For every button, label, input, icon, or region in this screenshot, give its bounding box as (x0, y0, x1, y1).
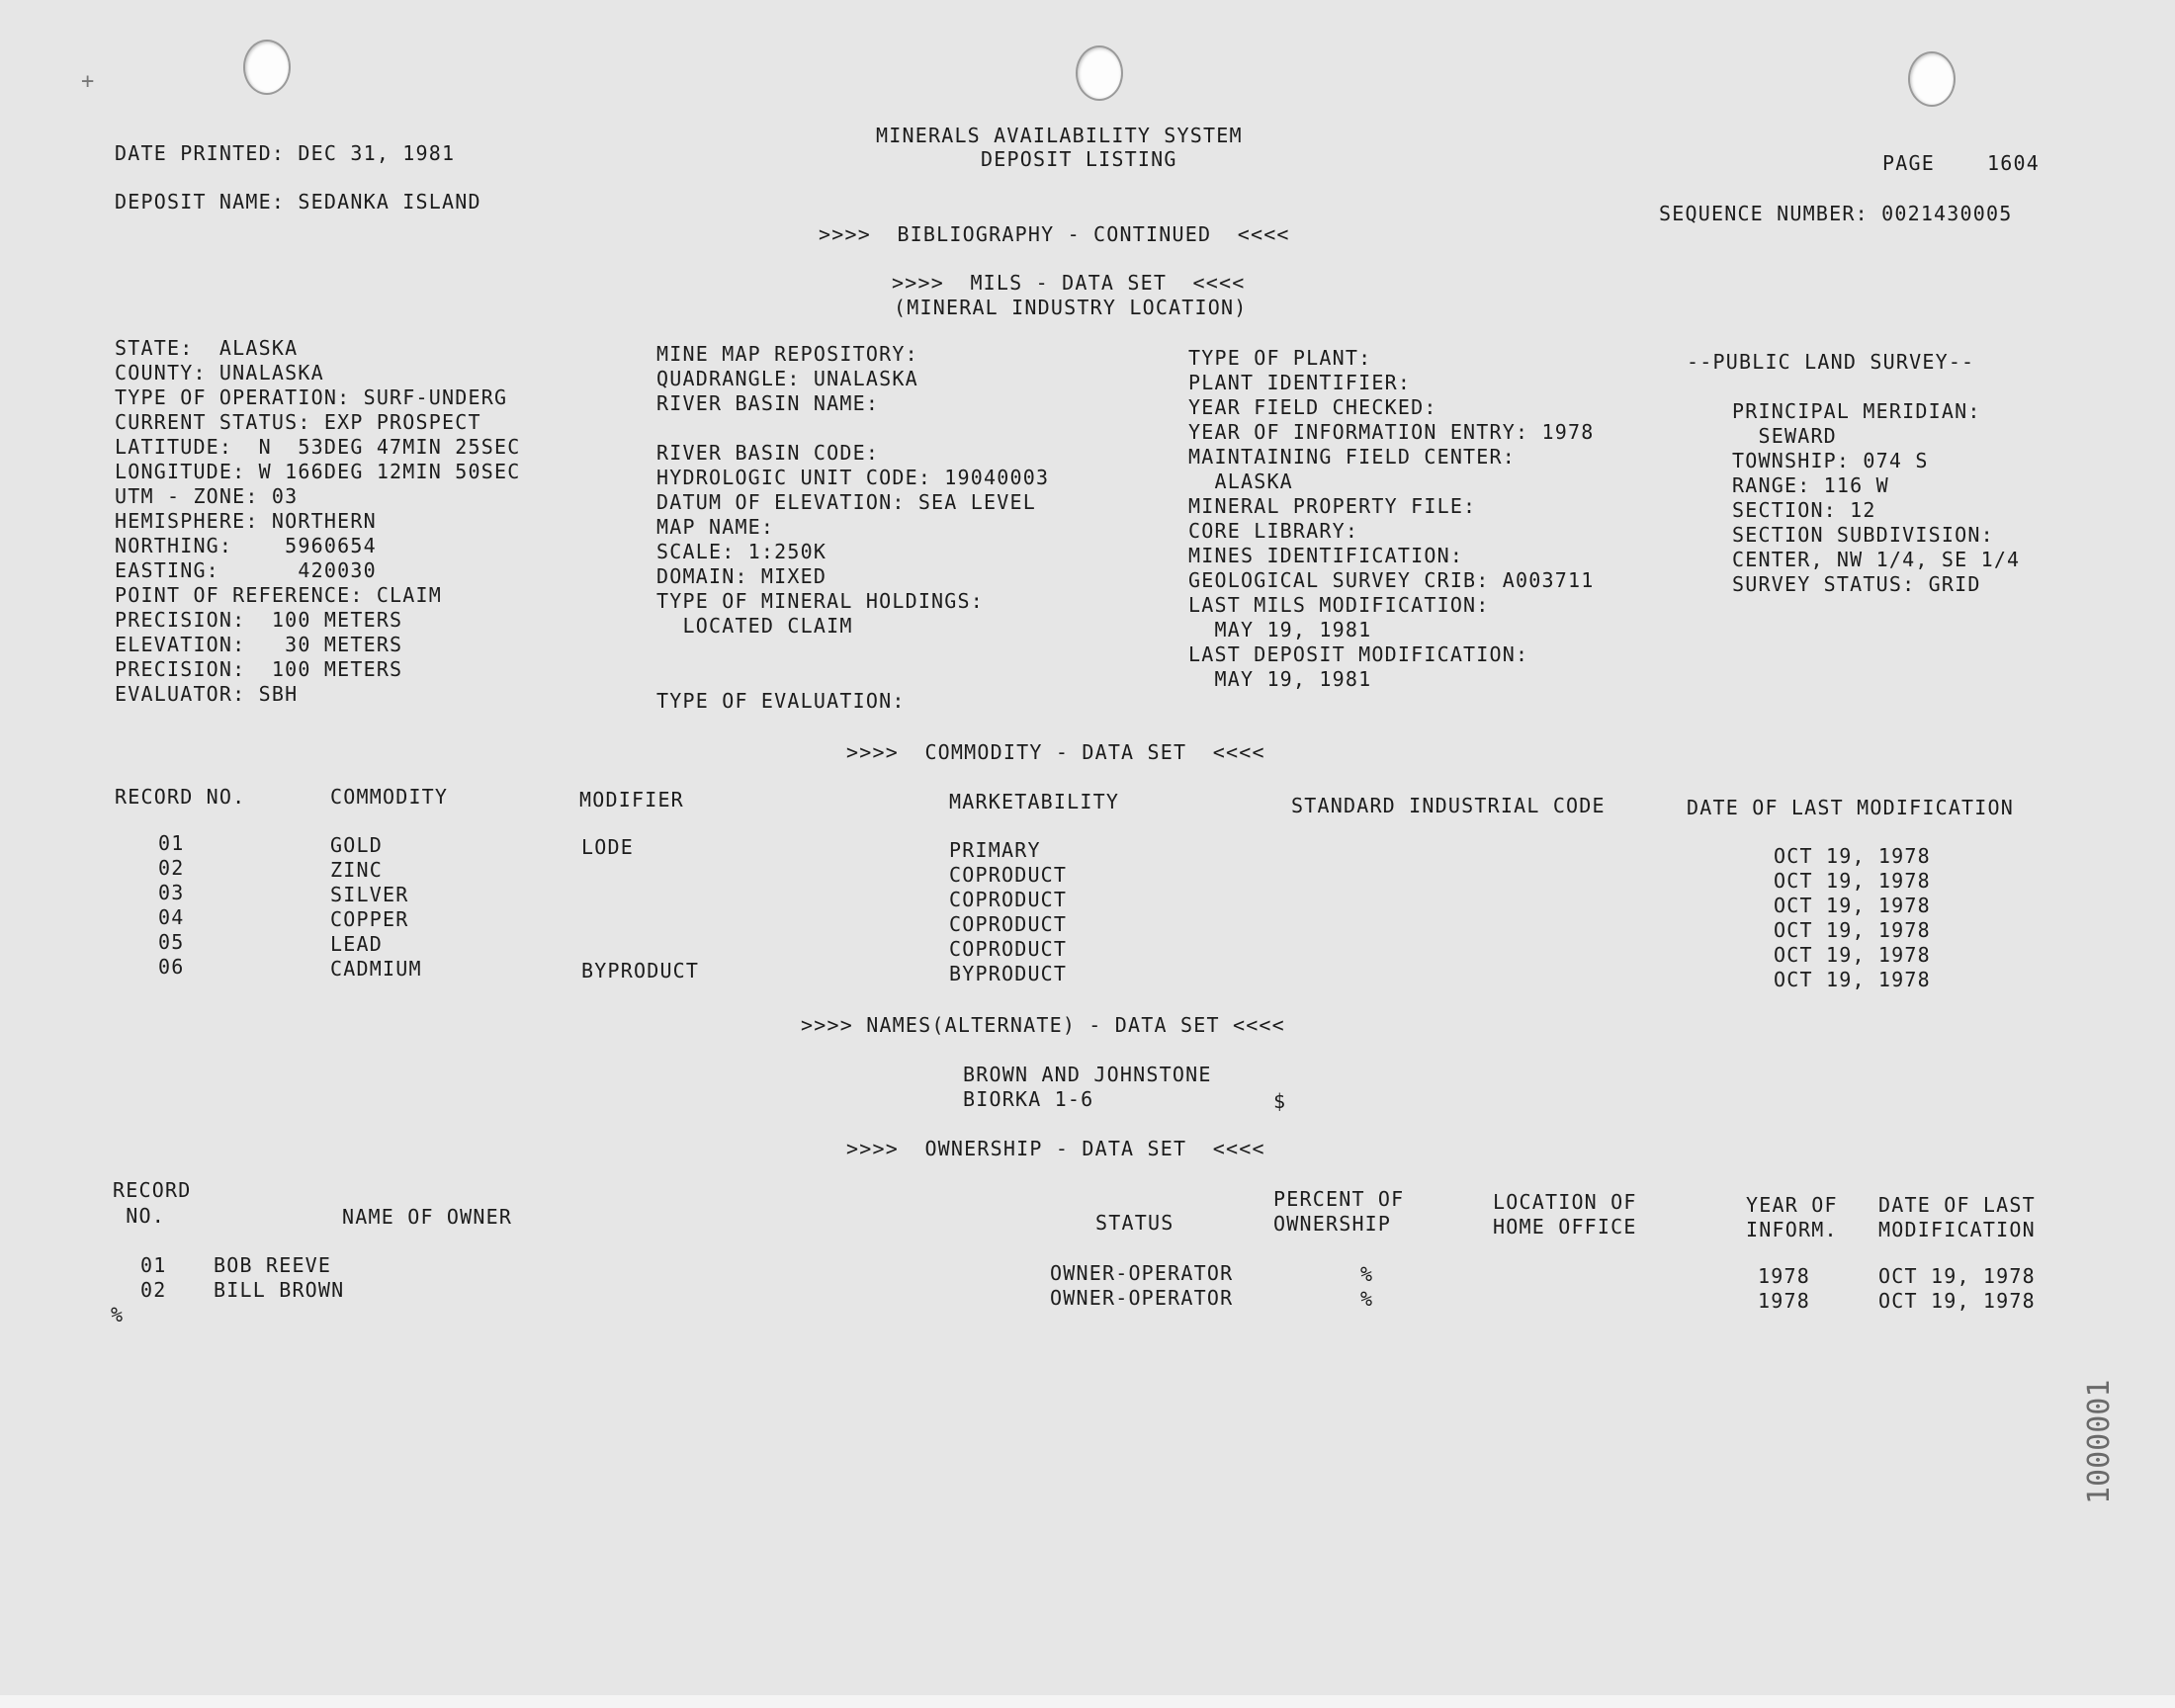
pencil-mark: + (81, 69, 95, 94)
col-percent: PERCENT OF (1273, 1187, 1405, 1211)
mine-map-repository-field: MINE MAP REPOSITORY: (656, 342, 918, 366)
river-basin-name-field: RIVER BASIN NAME: (656, 391, 880, 415)
alternate-name: BROWN AND JOHNSTONE (963, 1063, 1212, 1086)
last-mils-mod-field: LAST MILS MODIFICATION: (1188, 593, 1490, 617)
owner-year: 1978 (1758, 1289, 1810, 1313)
hydrologic-unit-field: HYDROLOGIC UNIT CODE: 19040003 (656, 466, 1050, 489)
county-field: COUNTY: UNALASKA (115, 361, 324, 384)
page-label: PAGE (1882, 151, 1935, 175)
page-number: 1604 (1987, 151, 2040, 175)
document-stamp-number: 1000001 (2082, 1379, 2117, 1504)
owner-percent: % (1360, 1287, 1374, 1311)
quadrangle-field: QUADRANGLE: UNALASKA (656, 367, 918, 390)
easting-field: EASTING: 420030 (115, 558, 377, 582)
commodity-name: GOLD (330, 833, 383, 857)
col-marketability: MARKETABILITY (949, 790, 1120, 813)
dollar-mark: $ (1273, 1089, 1287, 1113)
scale-field: SCALE: 1:250K (656, 540, 827, 563)
core-library-field: CORE LIBRARY: (1188, 519, 1359, 543)
last-mils-mod-value: MAY 19, 1981 (1188, 618, 1372, 641)
owner-status: OWNER-OPERATOR (1050, 1261, 1234, 1285)
col-date-line2: MODIFICATION (1878, 1218, 2036, 1241)
col-owner-name: NAME OF OWNER (342, 1205, 513, 1229)
marketability-value: COPRODUCT (949, 888, 1068, 911)
col-status: STATUS (1095, 1211, 1174, 1235)
table-row: 01 (158, 831, 185, 855)
current-status-field: CURRENT STATUS: EXP PROSPECT (115, 410, 481, 434)
col-percent-line2: OWNERSHIP (1273, 1212, 1392, 1236)
section-field: SECTION: 12 (1732, 498, 1876, 522)
owner-name: BILL BROWN (214, 1278, 345, 1302)
plant-identifier-field: PLANT IDENTIFIER: (1188, 371, 1412, 394)
operation-type-field: TYPE OF OPERATION: SURF-UNDERG (115, 385, 508, 409)
river-basin-code-field: RIVER BASIN CODE: (656, 441, 880, 465)
public-land-survey-column (1732, 399, 2020, 597)
utm-zone-field: UTM - ZONE: 03 (115, 484, 299, 508)
state-field: STATE: ALASKA (115, 336, 299, 360)
mils-map-column (656, 342, 1049, 639)
col-year: YEAR OF (1746, 1193, 1838, 1217)
col-record-no: RECORD NO. (115, 785, 246, 809)
section-subdivision-field: SECTION SUBDIVISION: (1732, 523, 1994, 547)
commodity-name: ZINC (330, 858, 383, 882)
field-center-value: ALASKA (1188, 470, 1293, 493)
modification-date: OCT 19, 1978 (1774, 844, 1931, 868)
table-row: 04 (158, 905, 185, 929)
property-file-field: MINERAL PROPERTY FILE: (1188, 494, 1477, 518)
marketability-value: COPRODUCT (949, 937, 1068, 961)
col-date: DATE OF LAST (1878, 1193, 2036, 1217)
evaluator-field: EVALUATOR: SBH (115, 682, 299, 706)
col-sic: STANDARD INDUSTRIAL CODE (1291, 794, 1606, 817)
precision-field: PRECISION: 100 METERS (115, 608, 403, 632)
col-commodity: COMMODITY (330, 785, 449, 809)
survey-status-field: SURVEY STATUS: GRID (1732, 572, 1981, 596)
bibliography-heading: >>>> BIBLIOGRAPHY - CONTINUED <<<< (819, 222, 1290, 246)
principal-meridian-field: PRINCIPAL MERIDIAN: (1732, 399, 1981, 423)
precision-field: PRECISION: 100 METERS (115, 657, 403, 681)
owner-year: 1978 (1758, 1264, 1810, 1288)
marketability-value: COPRODUCT (949, 863, 1068, 887)
latitude-field: LATITUDE: N 53DEG 47MIN 25SEC (115, 435, 521, 459)
owner-percent: % (1360, 1262, 1374, 1286)
mils-heading: >>>> MILS - DATA SET <<<< (892, 271, 1246, 295)
mineral-holdings-field: TYPE OF MINERAL HOLDINGS: (656, 589, 985, 613)
commodity-name: SILVER (330, 883, 409, 906)
modifier-value: LODE (581, 835, 634, 859)
owner-record: 02 (140, 1278, 167, 1302)
blank-line (656, 416, 1049, 441)
sequence-number: SEQUENCE NUMBER: 0021430005 (1659, 202, 2013, 225)
owner-record: 01 (140, 1253, 167, 1277)
mils-subheading: (MINERAL INDUSTRY LOCATION) (894, 296, 1248, 319)
owner-name: BOB REEVE (214, 1253, 332, 1277)
section-subdivision-value: CENTER, NW 1/4, SE 1/4 (1732, 548, 2021, 571)
commodity-name-list (330, 833, 422, 982)
northing-field: NORTHING: 5960654 (115, 534, 377, 557)
system-title: MINERALS AVAILABILITY SYSTEM (876, 124, 1243, 147)
marketability-list (949, 838, 1067, 986)
township-field: TOWNSHIP: 074 S (1732, 449, 1929, 472)
modification-date: OCT 19, 1978 (1774, 968, 1931, 991)
map-name-field: MAP NAME: (656, 515, 775, 539)
listing-title: DEPOSIT LISTING (981, 147, 1177, 171)
hemisphere-field: HEMISPHERE: NORTHERN (115, 509, 377, 533)
owner-status: OWNER-OPERATOR (1050, 1286, 1234, 1310)
domain-field: DOMAIN: MIXED (656, 564, 827, 588)
mineral-holdings-value: LOCATED CLAIM (656, 614, 853, 638)
table-row: 02 (158, 856, 185, 880)
punch-hole-right (1908, 51, 1956, 107)
longitude-field: LONGITUDE: W 166DEG 12MIN 50SEC (115, 460, 521, 483)
evaluation-type-field: TYPE OF EVALUATION: (656, 689, 906, 713)
names-heading: >>>> NAMES(ALTERNATE) - DATA SET <<<< (801, 1013, 1285, 1037)
col-home-office-line2: HOME OFFICE (1493, 1215, 1637, 1238)
marketability-value: PRIMARY (949, 838, 1041, 862)
col-home-office: LOCATION OF (1493, 1190, 1637, 1214)
table-row: 05 (158, 930, 185, 954)
modifier-value: BYPRODUCT (581, 959, 700, 982)
plant-type-field: TYPE OF PLANT: (1188, 346, 1372, 370)
owner-date: OCT 19, 1978 (1878, 1264, 2036, 1288)
end-mark: % (111, 1303, 125, 1326)
marketability-value: COPRODUCT (949, 912, 1068, 936)
alternate-name: BIORKA 1-6 (963, 1087, 1094, 1111)
range-field: RANGE: 116 W (1732, 473, 1889, 497)
principal-meridian-value: SEWARD (1732, 424, 1837, 448)
reference-point-field: POINT OF REFERENCE: CLAIM (115, 583, 443, 607)
col-modifier: MODIFIER (579, 788, 684, 811)
table-row: 06 (158, 955, 185, 979)
date-printed: DATE PRINTED: DEC 31, 1981 (115, 141, 456, 165)
modification-date: OCT 19, 1978 (1774, 869, 1931, 893)
commodity-name: COPPER (330, 907, 409, 931)
survey-crib-field: GEOLOGICAL SURVEY CRIB: A003711 (1188, 568, 1595, 592)
punch-hole-center (1076, 45, 1123, 101)
deposit-name: DEPOSIT NAME: SEDANKA ISLAND (115, 190, 481, 214)
col-year-line2: INFORM. (1746, 1218, 1838, 1241)
modification-date-list (1774, 844, 1931, 992)
info-entry-year-field: YEAR OF INFORMATION ENTRY: 1978 (1188, 420, 1595, 444)
year-checked-field: YEAR FIELD CHECKED: (1188, 395, 1437, 419)
commodity-name: CADMIUM (330, 957, 422, 981)
scan-bottom-edge (0, 1695, 2175, 1708)
mils-location-column (115, 336, 520, 707)
last-deposit-mod-value: MAY 19, 1981 (1188, 667, 1372, 691)
field-center-field: MAINTAINING FIELD CENTER: (1188, 445, 1517, 469)
col-date-modified: DATE OF LAST MODIFICATION (1687, 796, 2015, 819)
elevation-field: ELEVATION: 30 METERS (115, 633, 403, 656)
commodity-record-list (158, 831, 184, 980)
commodity-heading: >>>> COMMODITY - DATA SET <<<< (846, 740, 1265, 764)
modification-date: OCT 19, 1978 (1774, 894, 1931, 917)
last-deposit-mod-field: LAST DEPOSIT MODIFICATION: (1188, 642, 1529, 666)
ownership-heading: >>>> OWNERSHIP - DATA SET <<<< (846, 1137, 1265, 1160)
marketability-value: BYPRODUCT (949, 962, 1068, 985)
owner-date: OCT 19, 1978 (1878, 1289, 2036, 1313)
commodity-name: LEAD (330, 932, 383, 956)
public-land-survey-heading: --PUBLIC LAND SURVEY-- (1687, 350, 1975, 374)
mils-plant-column (1188, 346, 1594, 692)
datum-elevation-field: DATUM OF ELEVATION: SEA LEVEL (656, 490, 1036, 514)
mines-id-field: MINES IDENTIFICATION: (1188, 544, 1464, 567)
col-record-no: NO. (113, 1204, 165, 1228)
modification-date: OCT 19, 1978 (1774, 918, 1931, 942)
col-record: RECORD (113, 1178, 192, 1202)
punch-hole-left (243, 40, 291, 95)
modification-date: OCT 19, 1978 (1774, 943, 1931, 967)
table-row: 03 (158, 881, 185, 904)
